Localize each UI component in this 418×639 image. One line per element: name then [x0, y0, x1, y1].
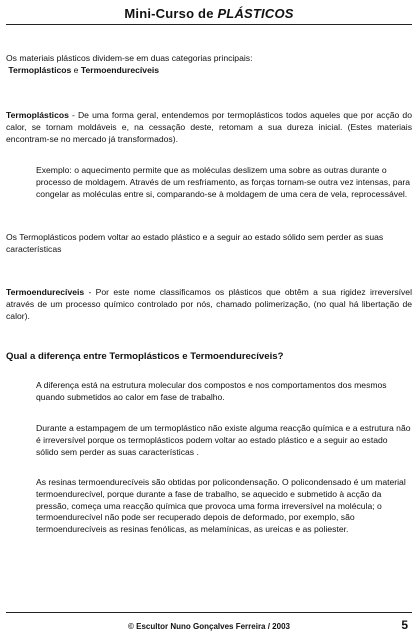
answer-paragraph-3: As resinas termoendurecíveis são obtidas por policondensação. O policondensado é um material termoendurecível, porque durante a fase de trabalho, se aquecido e submetido à acção da pressão, começa uma reacção química que provoca uma forma irreversível na molécula; o termoendurecível não pode ser recuperado depois de deformado, por exemplo, são termoendurecíveis as resinas fenólicas, as melamínicas, as ureicas e as poliester. [36, 477, 406, 535]
termoplasticos-text: - De uma forma geral, entendemos por termoplásticos todos aqueles que por acção do calor, se tornam moldáveis e, na cessação deste, retomam a sua dureza inicial. (Estes materiais encontram-se no mercado já transformados). [6, 110, 412, 144]
termoendureciveis-text: - Por este nome classificamos os plásticos que obtêm a sua rigidez irreversível através de um processo químico controlado por nós, chamado polimerização, (no qual há libertação de calor). [6, 287, 412, 321]
answer-paragraph-1: A diferença está na estrutura molecular dos compostos e nos comportamentos dos mesmos quando submetidos ao calor em fase de trabalho. [36, 380, 387, 402]
category-termoplasticos: Termoplásticos [8, 64, 72, 75]
footer-credit: © Escultor Nuno Gonçalves Ferreira / 2003 [128, 622, 290, 631]
footer-rule [6, 612, 412, 613]
termoplasticos-note: Os Termoplásticos podem voltar ao estado plástico e a seguir ao estado sólido sem perder as suas características [6, 232, 384, 254]
header-title: PLÁSTICOS [217, 6, 294, 21]
header-prefix: Mini-Curso de [124, 6, 218, 21]
termoendureciveis-term: Termoendurecíveis [6, 287, 85, 297]
page-number: 5 [401, 618, 408, 632]
page-header [0, 6, 418, 21]
termoendureciveis-definition [6, 287, 412, 322]
section-question: Qual a diferença entre Termoplásticos e Termoendurecíveis? [6, 351, 284, 362]
termoplasticos-term: Termoplásticos [6, 110, 69, 120]
answer-paragraph-2: Durante a estampagem de um termoplástico não existe alguma reacção química e a estrutura não é irreversível porque os termoplásticos podem voltar ao estado plástico e a seguir ao estado sólido sem perder as suas características . [36, 423, 411, 457]
intro-sep: e [71, 64, 81, 75]
intro-line: Os materiais plásticos dividem-se em duas categorias principais: [6, 53, 253, 63]
header-rule [6, 24, 412, 25]
category-termoendureciveis: Termoendurecíveis [80, 64, 160, 75]
termoplasticos-definition [6, 110, 412, 145]
termoplasticos-example: Exemplo: o aquecimento permite que as moléculas deslizem uma sobre as outras durante o processo de moldagem. Através de um resfriamento, as forças tornam-se outra vez intensas, para congelar as moléculas entre si, comparando-se à moldagem de uma cera de vela, reprocessável. [36, 165, 411, 199]
intro-paragraph [6, 53, 412, 77]
